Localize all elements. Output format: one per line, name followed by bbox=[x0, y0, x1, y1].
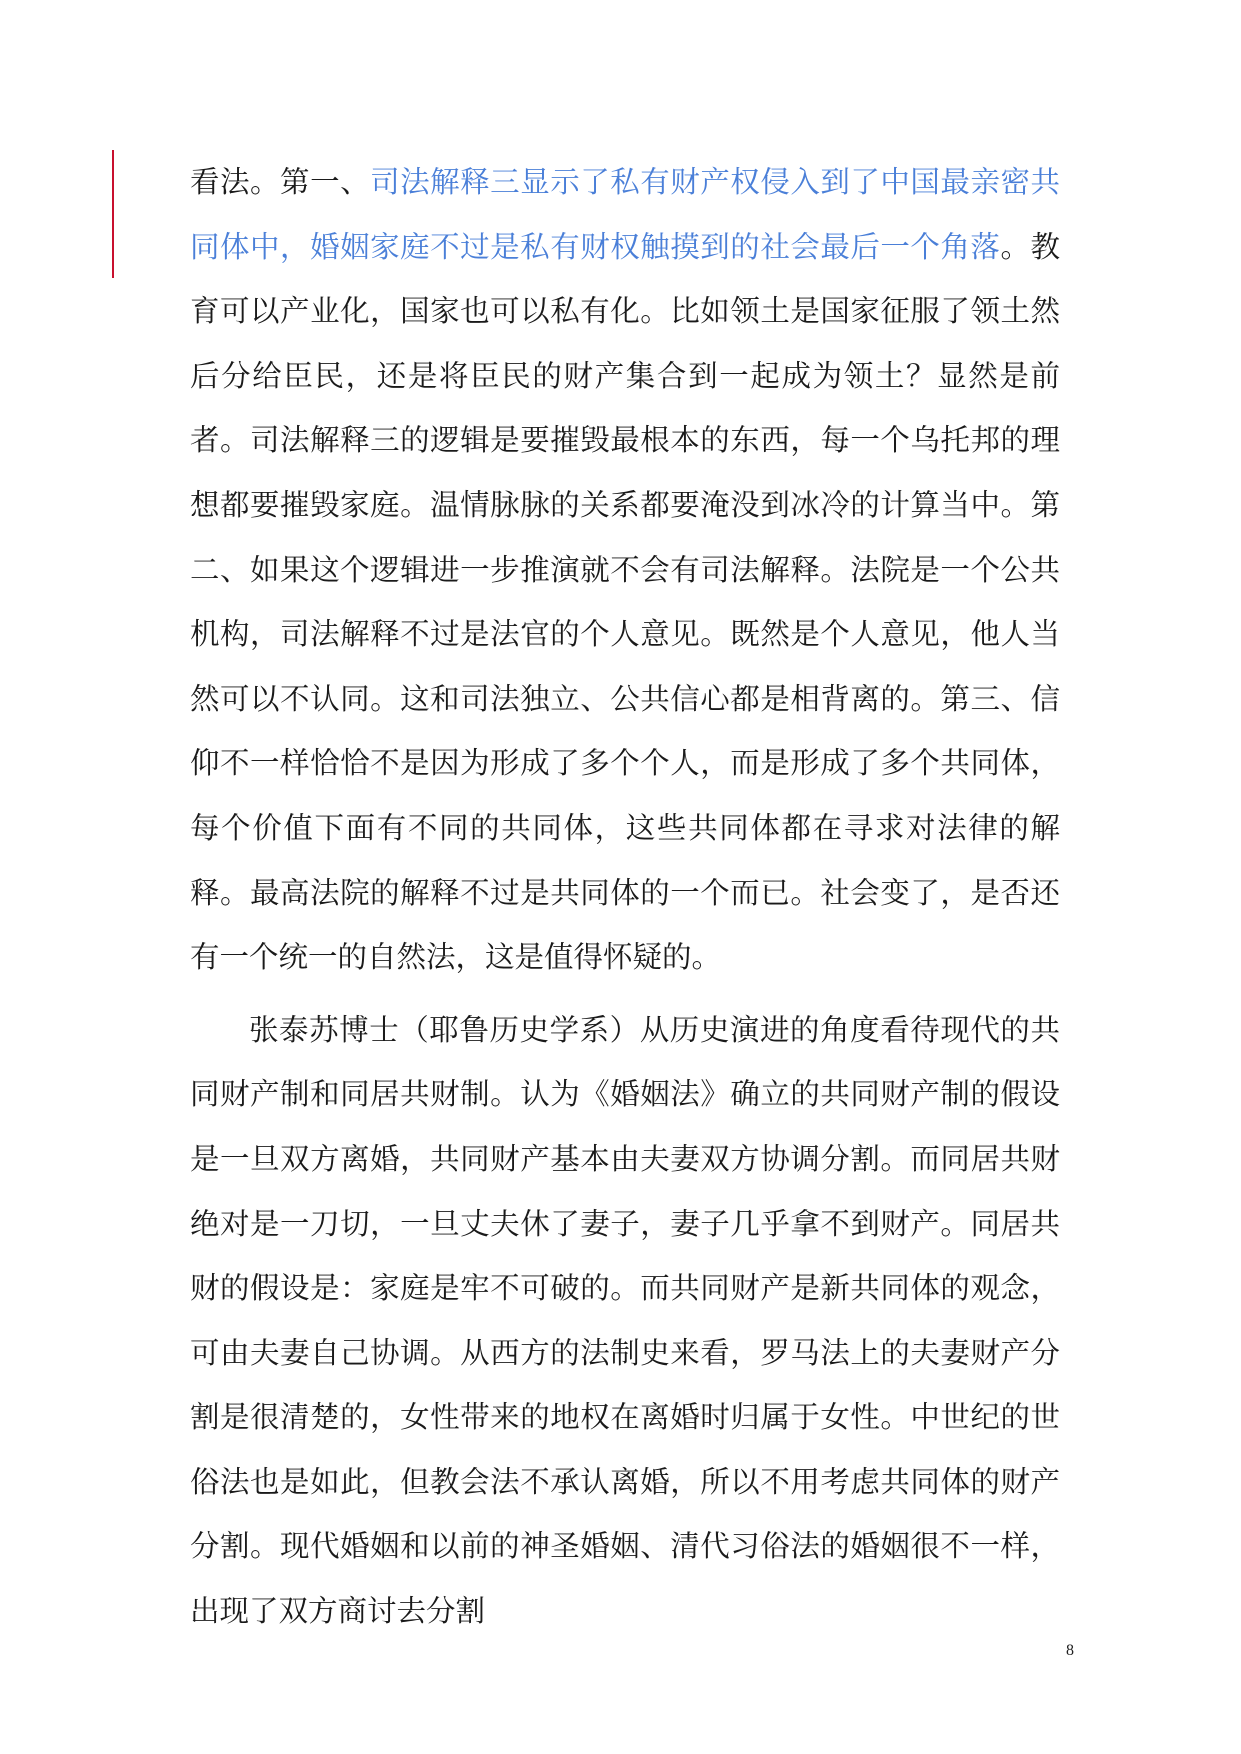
revision-change-bar bbox=[112, 150, 114, 278]
paragraph-1-rest: 。教育可以产业化，国家也可以私有化。比如领土是国家征服了领土然后分给臣民，还是将臣民的财产集合到一起成为领土？显然是前者。司法解释三的逻辑是要摧毁最根本的东西，每一个乌托邦的理想都要摧毁家庭。温情脉脉的关系都要淹没到冰冷的计算当中。第二、如果这个逻辑进一步推演就不会有司法解释。法院是一个公共机构，司法解释不过是法官的个人意见。既然是个人意见，他人当然可以不认同。这和司法独立、公共信心都是相背离的。第三、信仰不一样恰恰不是因为形成了多个个人，而是形成了多个共同体，每个价值下面有不同的共同体，这些共同体都在寻求对法律的解释。最高法院的解释不过是共同体的一个而已。社会变了，是否还有一个统一的自然法，这是值得怀疑的。 bbox=[190, 229, 1060, 975]
paragraph-1 bbox=[190, 150, 1060, 990]
paragraph-1-lead: 看法。第一、 bbox=[190, 165, 371, 199]
paragraph-2: 张泰苏博士（耶鲁历史学系）从历史演进的角度看待现代的共同财产制和同居共财制。认为《婚姻法》确立的共同财产制的假设是一旦双方离婚，共同财产基本由夫妻双方协调分割。而同居共财绝对是一刀切，一旦丈夫休了妻子，妻子几乎拿不到财产。同居共财的假设是：家庭是牢不可破的。而共同财产是新共同体的观念，可由夫妻自己协调。从西方的法制史来看，罗马法上的夫妻财产分割是很清楚的，女性带来的地权在离婚时归属于女性。中世纪的世俗法也是如此，但教会法不承认离婚，所以不用考虑共同体的财产分割。现代婚姻和以前的神圣婚姻、清代习俗法的婚姻很不一样，出现了双方商讨去分割 bbox=[190, 1012, 1060, 1629]
body-text bbox=[190, 150, 1060, 1644]
page-number: 8 bbox=[1066, 1642, 1074, 1659]
highlighted-text: 司法解释三显示了私有财产权侵入到了中国最亲密共同体中，婚姻家庭不过是私有财权触摸到的社会最后一个角落 bbox=[190, 165, 1060, 264]
